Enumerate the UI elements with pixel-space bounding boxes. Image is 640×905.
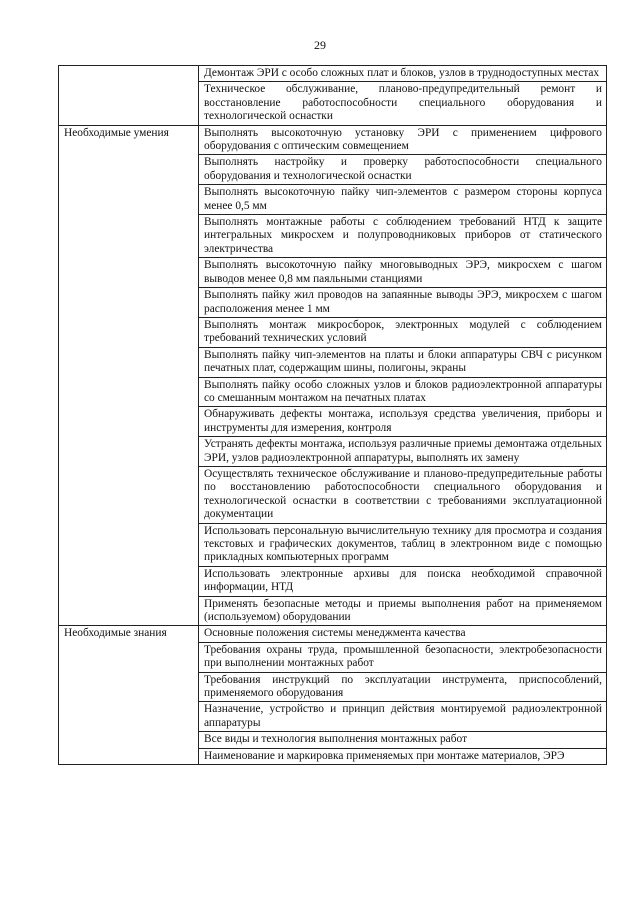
requirement-cell: Использовать персональную вычислительную технику для просмотра и создания текстовых и графических документов, таблиц в электронном виде с помощью прикладных компьютерных программ [199, 523, 607, 566]
table-body [59, 66, 607, 765]
requirement-cell: Выполнять монтажные работы с соблюдением требований НТД к защите интегральных микросхем и полупроводниковых приборов от статического электричества [199, 215, 607, 258]
requirement-cell: Все виды и технология выполнения монтажных работ [199, 732, 607, 748]
requirement-cell: Выполнять высокоточную пайку чип-элементов с размером стороны корпуса менее 0,5 мм [199, 185, 607, 215]
requirement-cell: Использовать электронные архивы для поиска необходимой справочной информации, НТД [199, 566, 607, 596]
page-number: 29 [314, 38, 326, 52]
requirement-cell: Устранять дефекты монтажа, используя различные приемы демонтажа отдельных ЭРИ, узлов радиоэлектронной аппаратуры, выполнять их замену [199, 437, 607, 467]
row-heading: Необходимые знания [59, 626, 199, 765]
requirement-cell: Выполнять настройку и проверку работоспособности специального оборудования и технологической оснастки [199, 155, 607, 185]
table-row [59, 66, 607, 82]
requirement-cell: Наименование и маркировка применяемых при монтаже материалов, ЭРЭ [199, 748, 607, 764]
table-row [59, 626, 607, 642]
requirement-cell: Выполнять пайку чип-элементов на платы и блоки аппаратуры СВЧ с рисунком печатных плат, содержащим шины, полигоны, экраны [199, 347, 607, 377]
requirement-cell: Обнаруживать дефекты монтажа, используя средства увеличения, приборы и инструменты для измерения, контроля [199, 407, 607, 437]
table-row [59, 125, 607, 155]
requirement-cell: Выполнять пайку жил проводов на запаянные выводы ЭРЭ, микросхем с шагом расположения менее 1 мм [199, 288, 607, 318]
row-heading [59, 66, 199, 126]
requirement-cell: Выполнять высокоточную пайку многовыводных ЭРЭ, микросхем с шагом выводов менее 0,8 мм паяльными станциями [199, 258, 607, 288]
requirement-cell: Техническое обслуживание, планово-предупредительный ремонт и восстановление работоспособности специального оборудования и технологической оснастки [199, 82, 607, 125]
requirement-cell: Основные положения системы менеджмента качества [199, 626, 607, 642]
requirement-cell: Выполнять монтаж микросборок, электронных модулей с соблюдением требований технических условий [199, 317, 607, 347]
requirement-cell: Демонтаж ЭРИ с особо сложных плат и блоков, узлов в труднодоступных местах [199, 66, 607, 82]
requirement-cell: Осуществлять техническое обслуживание и планово-предупредительные работы по восстановлению работоспособности специального оборудования и технологической оснастки в соответствии с требованиями эксплуатационной документации [199, 466, 607, 523]
requirement-cell: Выполнять пайку особо сложных узлов и блоков радиоэлектронной аппаратуры со смешанным монтажом на печатных платах [199, 377, 607, 407]
row-heading: Необходимые умения [59, 125, 199, 626]
requirement-cell: Требования охраны труда, промышленной безопасности, электробезопасности при выполнении монтажных работ [199, 642, 607, 672]
requirement-cell: Требования инструкций по эксплуатации инструмента, приспособлений, применяемого оборудования [199, 672, 607, 702]
requirement-cell: Назначение, устройство и принцип действия монтируемой радиоэлектронной аппаратуры [199, 702, 607, 732]
competency-table [58, 65, 607, 765]
requirement-cell: Выполнять высокоточную установку ЭРИ с применением цифрового оборудования с оптическим совмещением [199, 125, 607, 155]
requirement-cell: Применять безопасные методы и приемы выполнения работ на применяемом (используемом) оборудовании [199, 596, 607, 626]
